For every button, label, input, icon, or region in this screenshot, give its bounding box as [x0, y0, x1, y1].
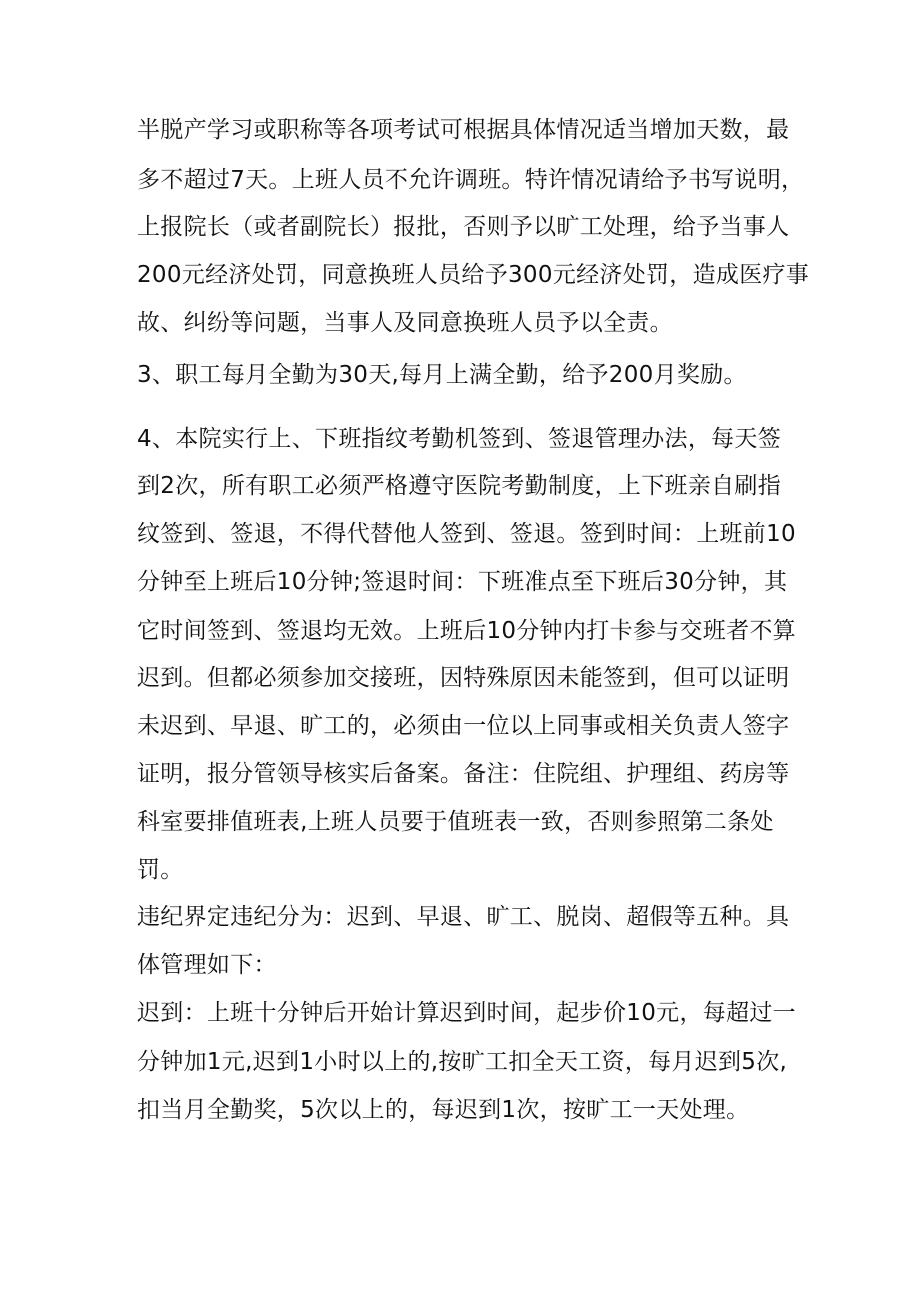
paragraph-line: 上报院长（或者副院长）报批，否则予以旷工处理，给予当事人	[137, 214, 790, 240]
paragraph-line: 纹签到、签退，不得代替他人签到、签退。签到时间：上班前10	[137, 521, 796, 547]
paragraph-line: 分钟至上班后10分钟;签退时间：下班准点至下班后30分钟，其	[137, 569, 788, 595]
paragraph-line: 迟到：上班十分钟后开始计算迟到时间，起步价10元，每超过一	[137, 1000, 796, 1026]
paragraph-line: 故、纠纷等问题，当事人及同意换班人员予以全责。	[137, 310, 673, 336]
paragraph-line: 它时间签到、签退均无效。上班后10分钟内打卡参与交班者不算	[137, 618, 796, 644]
paragraph-line: 分钟加1元,迟到1小时以上的,按旷工扣全天工资，每月迟到5次,	[137, 1049, 788, 1075]
paragraph-line: 3、职工每月全勤为30天,每月上满全勤，给予200月奖励。	[137, 362, 747, 388]
paragraph-line: 200元经济处罚，同意换班人员给予300元经济处罚，造成医疗事	[137, 262, 810, 288]
paragraph-line: 科室要排值班表,上班人员要于值班表一致，否则参照第二条处	[137, 809, 774, 835]
paragraph-line: 迟到。但都必须参加交接班，因特殊原因未能签到，但可以证明	[137, 665, 790, 691]
paragraph-line: 多不超过7天。上班人员不允许调班。特许情况请给予书写说明，	[137, 167, 805, 193]
paragraph-line: 违纪界定违纪分为：迟到、早退、旷工、脱岗、超假等五种。具	[137, 904, 790, 930]
paragraph-line: 罚。	[137, 857, 184, 883]
paragraph-line: 证明，报分管领导核实后备案。备注：住院组、护理组、药房等	[137, 761, 790, 787]
paragraph-line: 到2次，所有职工必须严格遵守医院考勤制度，上下班亲自刷指	[137, 473, 782, 499]
paragraph-line: 扣当月全勤奖，5次以上的，每迟到1次，按旷工一天处理。	[137, 1097, 750, 1123]
paragraph-line: 体管理如下：	[137, 952, 277, 978]
paragraph-line: 4、本院实行上、下班指纹考勤机签到、签退管理办法，每天签	[137, 426, 782, 452]
paragraph-line: 半脱产学习或职称等各项考试可根据具体情况适当增加天数，最	[137, 117, 790, 143]
paragraph-line: 未迟到、早退、旷工的，必须由一位以上同事或相关负责人签字	[137, 713, 790, 739]
